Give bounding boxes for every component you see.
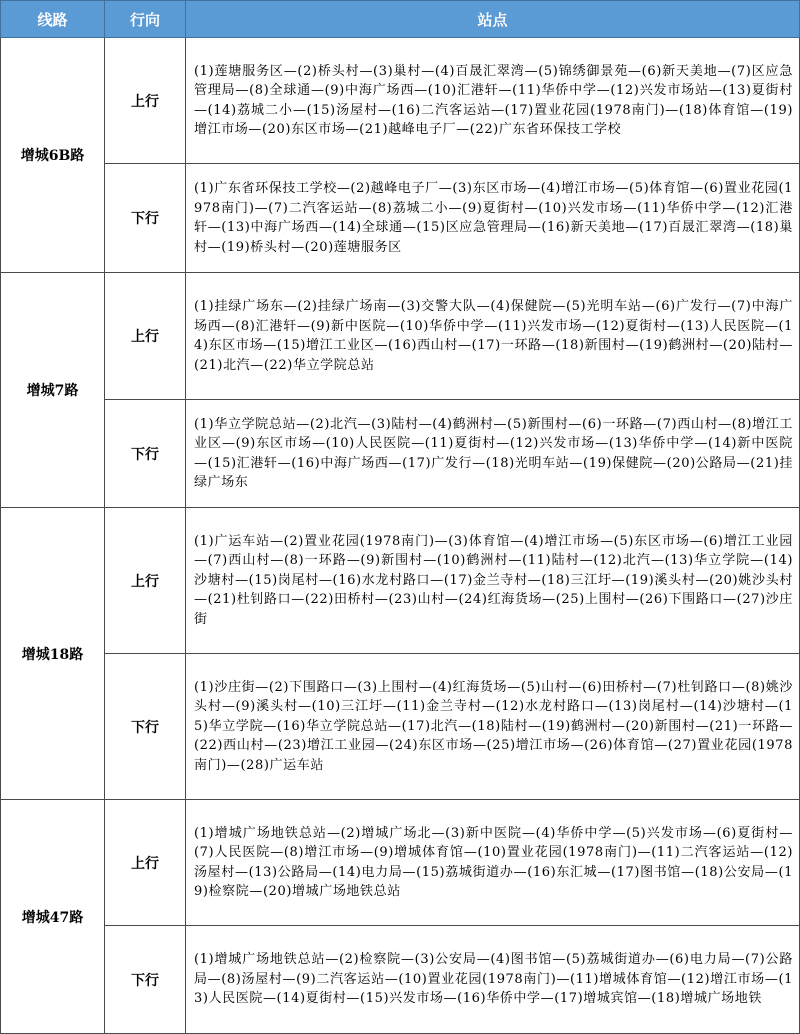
- header-direction: 行向: [105, 1, 186, 38]
- stop-list: (1)增城广场地铁总站—(2)检察院—(3)公安局—(4)图书馆—(5)荔城街道办—(6)电力局—(7)公路局—(8)汤屋村—(9)二汽客运站—(10)置业花园(1978南门)—(11)增城体育馆—(12)增江市场—(13)人民医院—(14)夏街村—(15)兴发市场—(16)华侨中学—(17)增城宾馆—(18)增城广场地铁: [186, 926, 800, 1034]
- direction-label: 下行: [105, 164, 186, 273]
- direction-label: 上行: [105, 800, 186, 926]
- header-row: [1, 1, 800, 38]
- direction-label: 下行: [105, 400, 186, 508]
- stop-list: (1)沙庄街—(2)下围路口—(3)上围村—(4)红海货场—(5)山村—(6)田桥村—(7)杜钊路口—(8)姚沙头村—(9)溪头村—(10)三江圩—(11)金兰寺村—(12)水龙村路口—(13)岗尾村—(14)沙塘村—(15)华立学院—(16)华立学院总站—(17)北汽—(18)陆村—(19)鹤洲村—(20)新围村—(21)一环路—(22)西山村—(23)增江工业园—(24)东区市场—(25)增江市场—(26)体育馆—(27)置业花园(1978南门)—(28)广运车站: [186, 654, 800, 800]
- table-row: [1, 508, 800, 654]
- stop-list: (1)广东省环保技工学校—(2)越峰电子厂—(3)东区市场—(4)增江市场—(5)体育馆—(6)置业花园(1978南门)—(7)二汽客运站—(8)荔城二小—(9)夏街村—(10)兴发市场—(11)华侨中学—(12)汇港轩—(13)中海广场西—(14)全球通—(15)区应急管理局—(16)新天美地—(17)百晟汇翠湾—(18)巢村—(19)桥头村—(20)莲塘服务区: [186, 164, 800, 273]
- route-name: 增城47路: [1, 800, 105, 1034]
- stop-list: (1)华立学院总站—(2)北汽—(3)陆村—(4)鹤洲村—(5)新围村—(6)一环路—(7)西山村—(8)增江工业区—(9)东区市场—(10)人民医院—(11)夏街村—(12)兴发市场—(13)华侨中学—(14)新中医院—(15)汇港轩—(16)中海广场西—(17)广发行—(18)光明车站—(19)保健院—(20)公路局—(21)挂绿广场东: [186, 400, 800, 508]
- table-row: [1, 800, 800, 926]
- stop-list: (1)增城广场地铁总站—(2)增城广场北—(3)新中医院—(4)华侨中学—(5)兴发市场—(6)夏街村—(7)人民医院—(8)增江市场—(9)增城体育馆—(10)置业花园(1978南门)—(11)二汽客运站—(12)汤屋村—(13)公路局—(14)电力局—(15)荔城街道办—(16)东汇城—(17)图书馆—(18)公安局—(19)检察院—(20)增城广场地铁总站: [186, 800, 800, 926]
- direction-label: 上行: [105, 38, 186, 164]
- table-row: [1, 654, 800, 800]
- table-row: [1, 926, 800, 1034]
- direction-label: 上行: [105, 508, 186, 654]
- header-stops: 站点: [186, 1, 800, 38]
- table-row: [1, 400, 800, 508]
- stop-list: (1)挂绿广场东—(2)挂绿广场南—(3)交警大队—(4)保健院—(5)光明车站—(6)广发行—(7)中海广场西—(8)汇港轩—(9)新中医院—(10)华侨中学—(11)兴发市场—(12)夏街村—(13)人民医院—(14)东区市场—(15)增江工业区—(16)西山村—(17)一环路—(18)新围村—(19)鹤洲村—(20)陆村—(21)北汽—(22)华立学院总站: [186, 273, 800, 400]
- header-route: 线路: [1, 1, 105, 38]
- route-name: 增城6B路: [1, 38, 105, 273]
- route-name: 增城7路: [1, 273, 105, 508]
- table-row: [1, 164, 800, 273]
- table-row: [1, 38, 800, 164]
- direction-label: 上行: [105, 273, 186, 400]
- table-row: [1, 273, 800, 400]
- direction-label: 下行: [105, 654, 186, 800]
- route-name: 增城18路: [1, 508, 105, 800]
- stop-list: (1)莲塘服务区—(2)桥头村—(3)巢村—(4)百晟汇翠湾—(5)锦绣御景苑—(6)新天美地—(7)区应急管理局—(8)全球通—(9)中海广场西—(10)汇港轩—(11)华侨中学—(12)兴发市场站—(13)夏街村—(14)荔城二小—(15)汤屋村—(16)二汽客运站—(17)置业花园(1978南门)—(18)体育馆—(19)增江市场—(20)东区市场—(21)越峰电子厂—(22)广东省环保技工学校: [186, 38, 800, 164]
- direction-label: 下行: [105, 926, 186, 1034]
- stop-list: (1)广运车站—(2)置业花园(1978南门)—(3)体育馆—(4)增江市场—(5)东区市场—(6)增江工业园—(7)西山村—(8)一环路—(9)新围村—(10)鹤洲村—(11)陆村—(12)北汽—(13)华立学院—(14)沙塘村—(15)岗尾村—(16)水龙村路口—(17)金兰寺村—(18)三江圩—(19)溪头村—(20)姚沙头村—(21)杜钊路口—(22)田桥村—(23)山村—(24)红海货场—(25)上围村—(26)下围路口—(27)沙庄街: [186, 508, 800, 654]
